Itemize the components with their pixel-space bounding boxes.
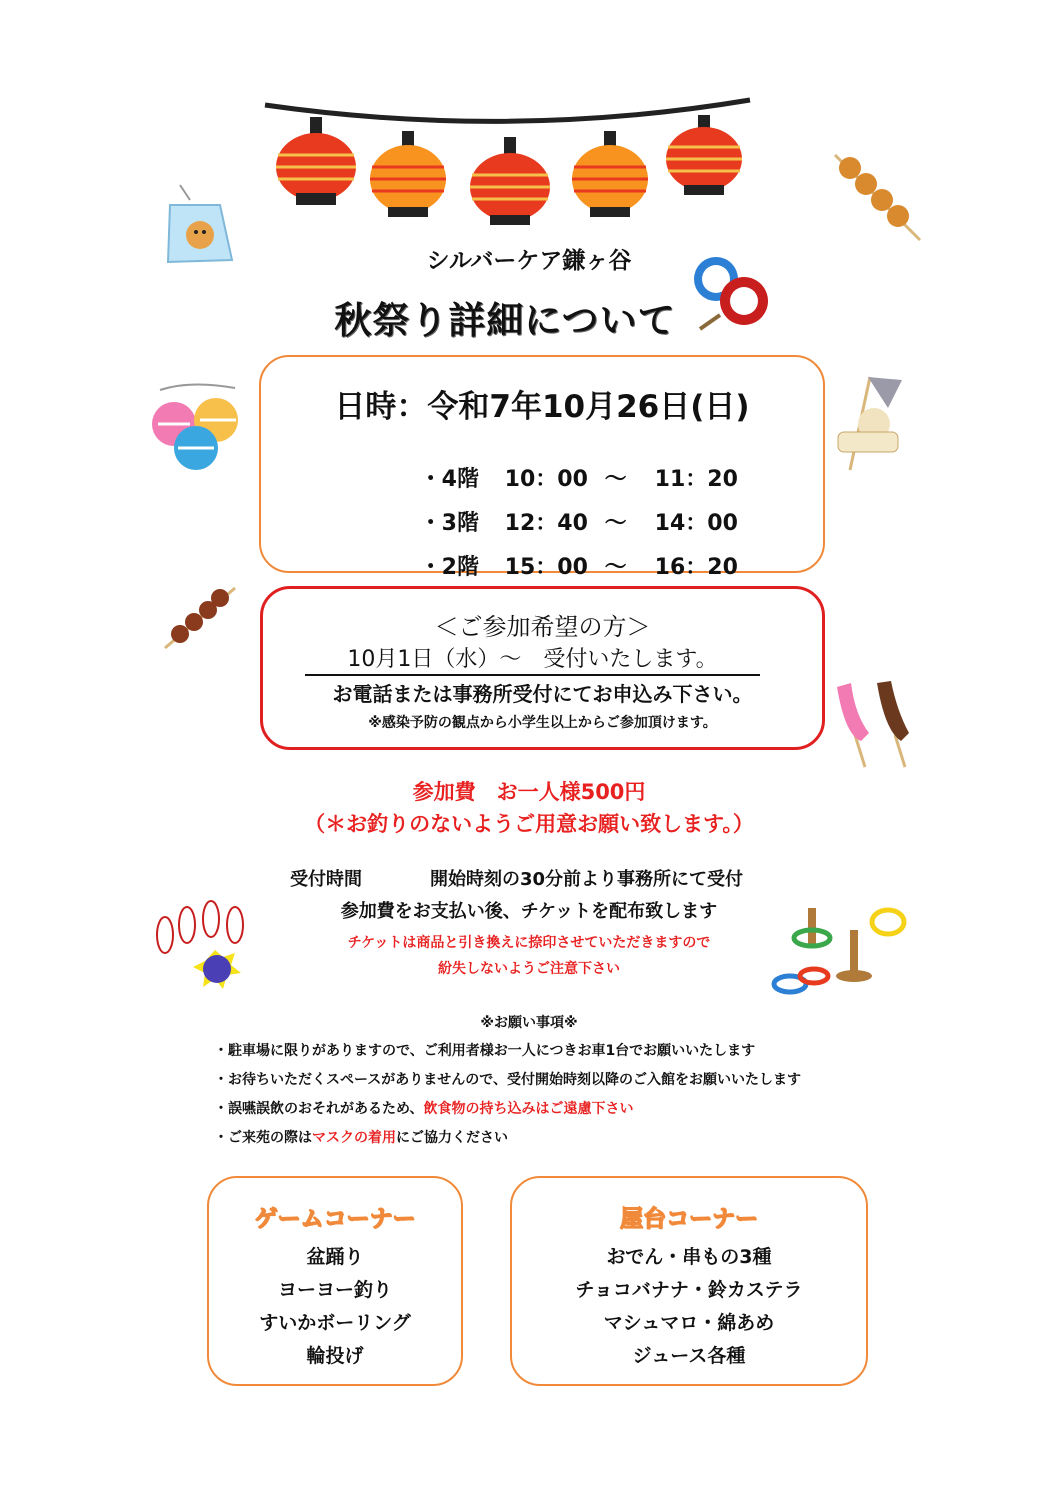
game-corner-box [207, 1176, 463, 1386]
reception-label: 受付時間 [290, 869, 362, 890]
slot-start: 10：00 [504, 467, 588, 492]
request-text: にご協力ください [396, 1130, 508, 1146]
lantern-icon [572, 131, 648, 217]
game-item: 盆踊り [306, 1246, 364, 1268]
slot-tilde: ～ [604, 467, 627, 492]
fee-amount: 参加費 お一人様500円 [412, 780, 646, 804]
food-item: おでん・串もの3種 [606, 1246, 772, 1268]
request-emphasis: 飲食物の持ち込みはご遠慮下さい [423, 1101, 634, 1117]
request-item [214, 1040, 755, 1060]
application-note: ※感染予防の観点から小学生以上からご参加頂けます。 [368, 715, 717, 731]
slot-end: 11：20 [654, 467, 738, 492]
request-text: ・お待ちいただくスペースがありませんので、受付開始時刻以降のご入館をお願いいたします [214, 1072, 802, 1088]
slot-tilde: ～ [604, 555, 627, 580]
food-item: ジュース各種 [632, 1345, 746, 1367]
application-method: お電話または事務所受付にてお申込み下さい。 [332, 682, 753, 706]
game-corner-heading: ゲームコーナー [254, 1206, 416, 1232]
ticket-warning: チケットは商品と引き換えに捺印させていただきますので [347, 935, 711, 951]
lantern-string-icon [260, 95, 760, 235]
request-text: ・誤嚥誤飲のおそれがあるため、 [214, 1101, 424, 1117]
request-text: ・駐車場に限りがありますので、ご利用者様お一人につきお車1台でお願いいたします [214, 1043, 756, 1059]
request-text: ・ご来苑の際は [214, 1130, 312, 1146]
slot-floor: ・2階 [419, 555, 479, 580]
food-item: チョコバナナ・鈴カステラ [575, 1279, 803, 1301]
schedule-box [259, 355, 825, 580]
slot-floor: ・3階 [419, 511, 479, 536]
game-item: ヨーヨー釣り [277, 1279, 392, 1301]
takoyaki-skewer-icon [830, 150, 925, 245]
application-heading: ＜ご参加希望の方＞ [434, 613, 651, 641]
slot-floor: ・4階 [419, 467, 479, 492]
lantern-icon [470, 137, 550, 225]
request-emphasis: マスクの着用 [312, 1130, 396, 1146]
food-item: マシュマロ・綿あめ [603, 1312, 775, 1334]
schedule-heading: 日時：令和7年10月26日(日) [334, 389, 750, 425]
lantern-icon [370, 131, 446, 217]
organization-name: シルバーケア鎌ヶ谷 [426, 248, 632, 274]
slot-start: 12：40 [504, 511, 588, 536]
request-item [214, 1069, 801, 1089]
requests-heading: ※お願い事項※ [480, 1015, 578, 1031]
reception-payment: 参加費をお支払い後、チケットを配布致します [340, 901, 718, 922]
food-corner-box [510, 1176, 868, 1386]
water-balloon-icon [150, 380, 245, 475]
yakitori-icon [160, 578, 240, 658]
request-item [214, 1098, 633, 1118]
game-item: すいかボーリング [259, 1312, 411, 1334]
slot-start: 15：00 [504, 555, 588, 580]
request-item [214, 1127, 508, 1147]
chocolate-banana-icon [825, 675, 925, 770]
fee-note: （＊お釣りのないようご用意お願い致します。） [304, 812, 754, 836]
slot-tilde: ～ [604, 511, 627, 536]
game-item: 輪投げ [306, 1345, 364, 1367]
oden-icon [830, 372, 915, 472]
lantern-icon [276, 117, 356, 205]
ticket-warning: 紛失しないようご注意下さい [438, 961, 620, 977]
reception-time [290, 865, 743, 891]
application-date: 10月1日（水）～ 受付いたします。 [305, 642, 760, 676]
slot-end: 14：00 [654, 511, 738, 536]
food-corner-heading: 屋台コーナー [620, 1206, 758, 1232]
reception-text: 開始時刻の30分前より事務所にて受付 [430, 869, 744, 890]
slot-end: 16：20 [654, 555, 738, 580]
lantern-icon [666, 115, 742, 195]
application-box [260, 586, 825, 750]
page-title: 秋祭り詳細について [334, 299, 676, 342]
